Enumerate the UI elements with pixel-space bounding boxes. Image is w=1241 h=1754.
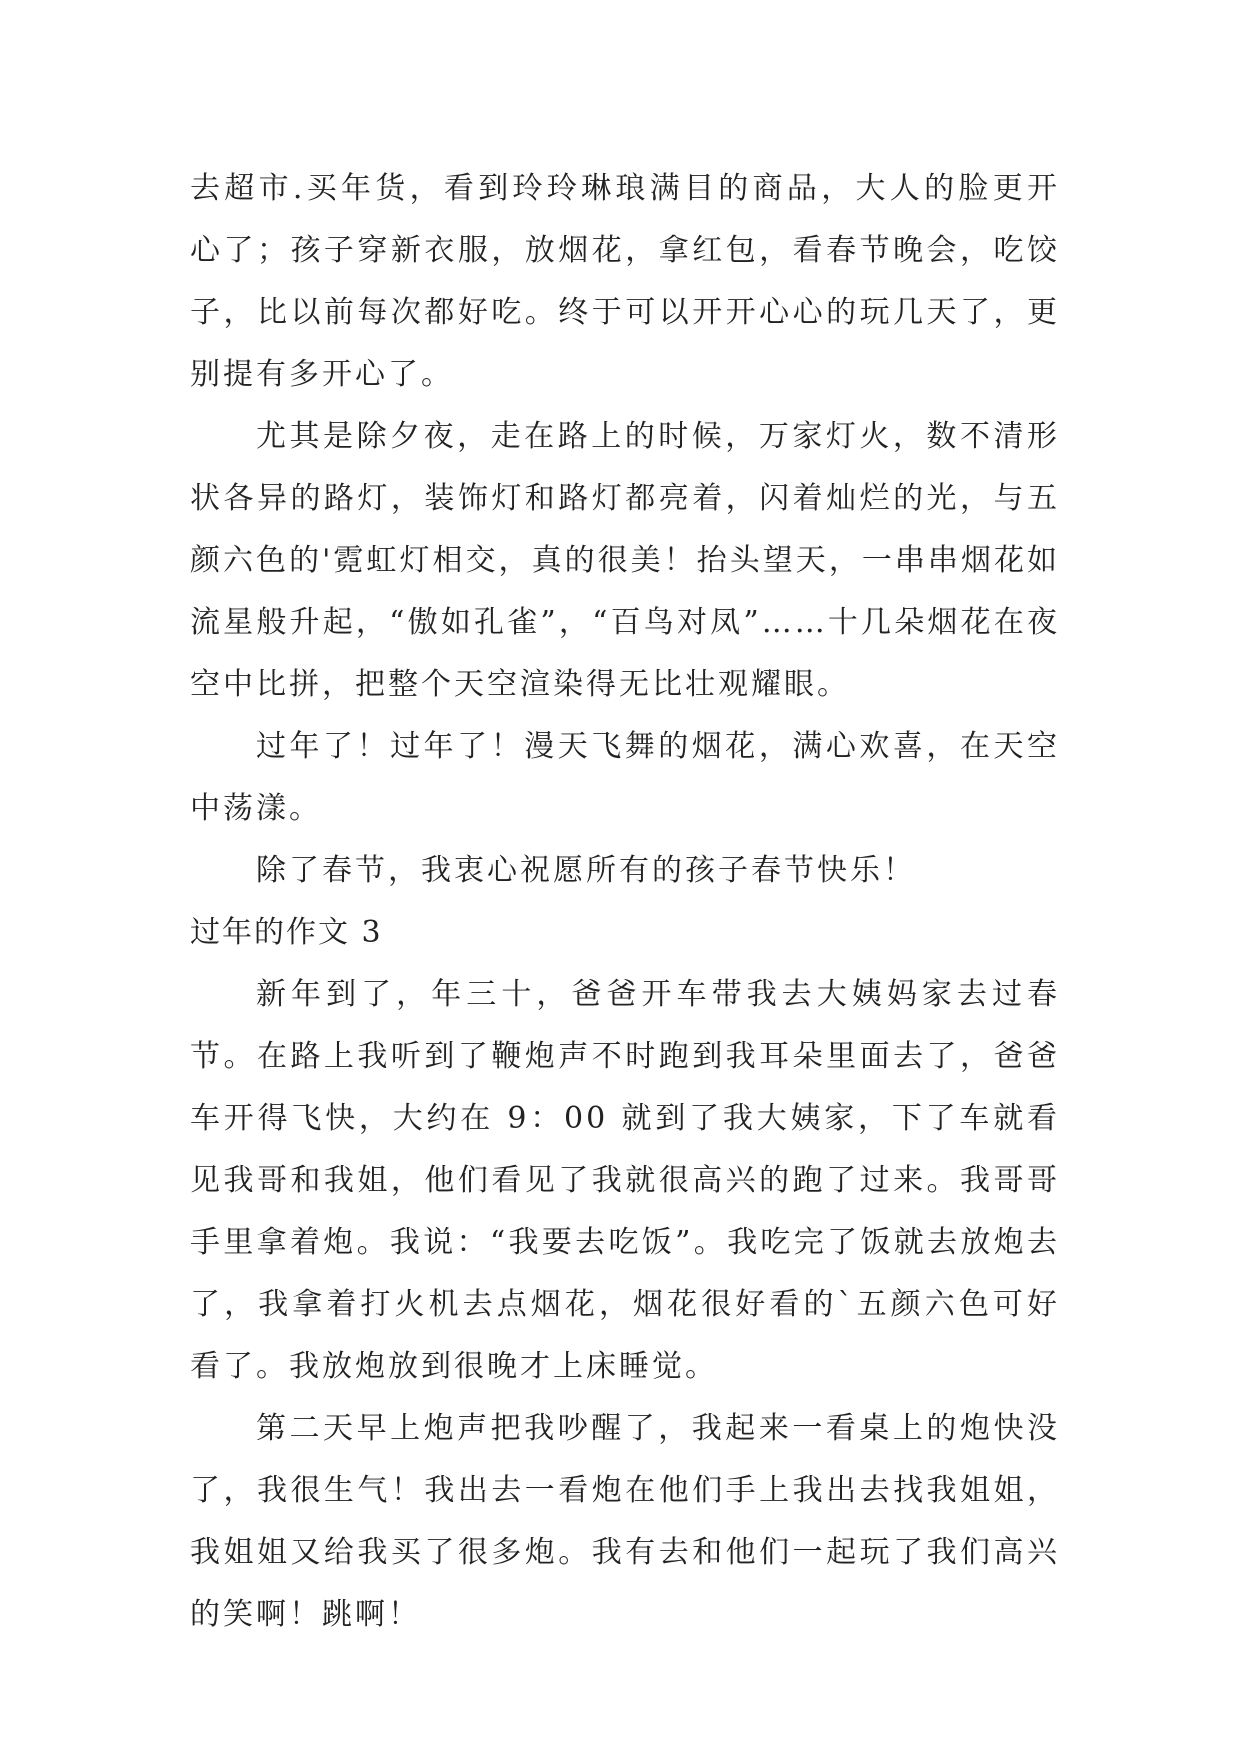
document-body — [190, 158, 1060, 1646]
paragraph-shopping: 去超市.买年货，看到玲玲琳琅满目的商品，大人的脸更开心了；孩子穿新衣服，放烟花，拿红包，看春节晚会，吃饺子，比以前每次都好吃。终于可以开开心心的玩几天了，更别提有多开心了。 — [190, 171, 1060, 392]
section-title: 过年的作文 3 — [190, 915, 383, 950]
paragraph-new-years-eve: 尤其是除夕夜，走在路上的时候，万家灯火，数不清形状各异的路灯，装饰灯和路灯都亮着，闪着灿烂的光，与五颜六色的'霓虹灯相交，真的很美！抬头望天，一串串烟花如流星般升起，“傲如孔雀”，“百鸟对凤”……十几朵烟花在夜空中比拼，把整个天空渲染得无比壮观耀眼。 — [190, 419, 1060, 702]
paragraph-wishes: 除了春节，我衷心祝愿所有的孩子春节快乐！ — [256, 853, 916, 888]
paragraph-next-morning: 第二天早上炮声把我吵醒了，我起来一看桌上的炮快没了，我很生气！我出去一看炮在他们手上我出去找我姐姐，我姐姐又给我买了很多炮。我有去和他们一起玩了我们高兴的笑啊！跳啊！ — [190, 1411, 1060, 1632]
paragraph-new-year-trip: 新年到了，年三十，爸爸开车带我去大姨妈家去过春节。在路上我听到了鞭炮声不时跑到我耳朵里面去了，爸爸车开得飞快，大约在 9：00 就到了我大姨家，下了车就看见我哥和我姐，他们看见了我就很高兴的跑了过来。我哥哥手里拿着炮。我说：“我要去吃饭”。我吃完了饭就去放炮去了，我拿着打火机去点烟花，烟花很好看的`五颜六色可好看了。我放炮放到很晚才上床睡觉。 — [190, 977, 1060, 1384]
paragraph-fireworks: 过年了！过年了！漫天飞舞的烟花，满心欢喜，在天空中荡漾。 — [190, 729, 1060, 826]
